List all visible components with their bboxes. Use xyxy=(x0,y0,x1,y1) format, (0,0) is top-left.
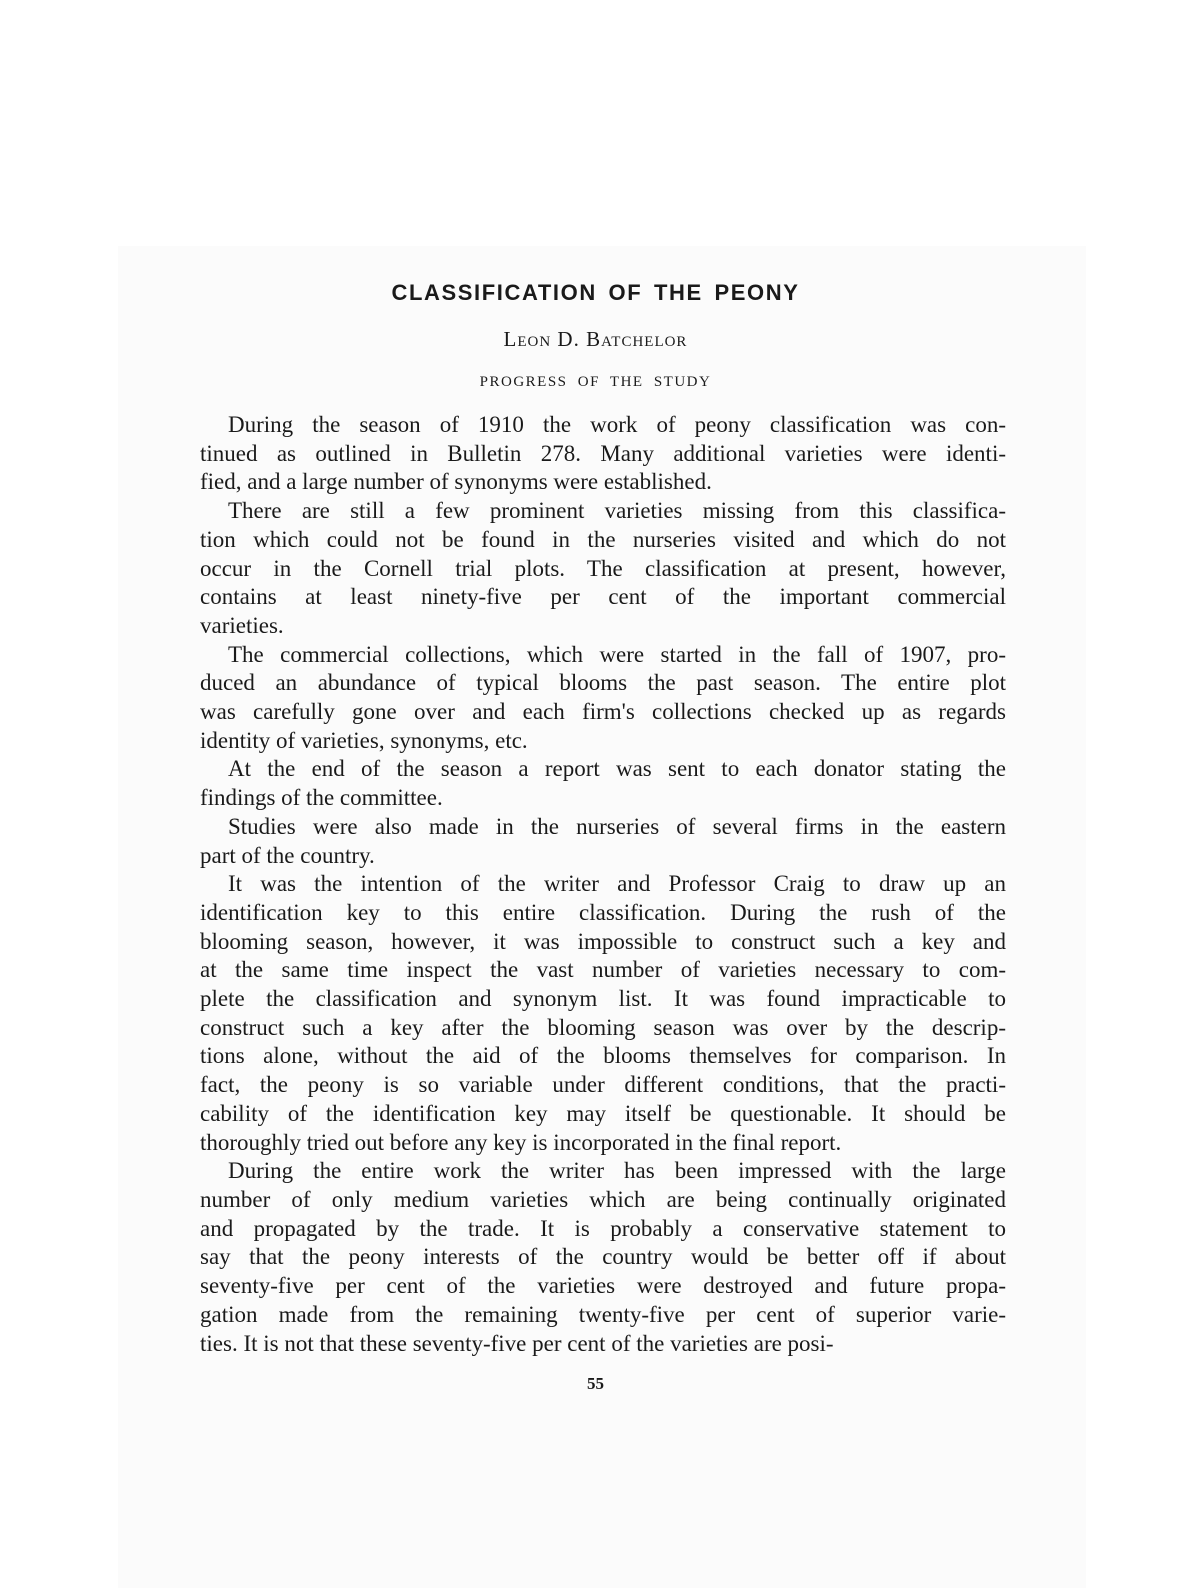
paragraph xyxy=(200,411,1006,497)
text-line: number of only medium varieties which are being continually originated xyxy=(200,1186,1006,1212)
text-line: During the entire work the writer has been impressed with the large xyxy=(228,1158,1006,1184)
page-number: 55 xyxy=(587,1374,604,1393)
text-line: fact, the peony is so variable under different conditions, that the practi- xyxy=(200,1072,1006,1098)
text-line: gation made from the remaining twenty-five per cent of superior varie- xyxy=(200,1301,1006,1327)
text-line: The commercial collections, which were started in the fall of 1907, pro- xyxy=(228,641,1006,667)
text-line: tinued as outlined in Bulletin 278. Many additional varieties were identi- xyxy=(200,440,1006,466)
text-line: occur in the Cornell trial plots. The classification at present, however, xyxy=(200,555,1006,581)
text-line: blooming season, however, it was impossible to construct such a key and xyxy=(200,928,1006,954)
text-line: was carefully gone over and each firm's collections checked up as regards xyxy=(200,699,1006,725)
text-line: at the same time inspect the vast number of varieties necessary to com- xyxy=(200,957,1006,983)
paragraph xyxy=(200,497,1006,641)
paragraph xyxy=(200,813,1006,870)
text-line: plete the classification and synonym list. It was found impracticable to xyxy=(200,986,1006,1012)
text-line: thoroughly tried out before any key is incorporated in the final report. xyxy=(200,1129,842,1155)
article-title: CLASSIFICATION OF THE PEONY xyxy=(391,280,800,305)
text-line: findings of the committee. xyxy=(200,785,443,811)
text-line: cability of the identification key may itself be questionable. It should be xyxy=(200,1100,1006,1126)
paragraph xyxy=(200,755,1006,812)
author-name: Leon D. Batchelor xyxy=(503,327,688,351)
text-line: identification key to this entire classification. During the rush of the xyxy=(200,899,1006,925)
paragraph xyxy=(200,1157,1006,1358)
text-line: identity of varieties, synonyms, etc. xyxy=(200,727,528,753)
section-heading: PROGRESS OF THE STUDY xyxy=(479,374,712,390)
text-line: At the end of the season a report was sent to each donator stating the xyxy=(228,756,1006,782)
text-line: seventy-five per cent of the varieties were destroyed and future propa- xyxy=(200,1273,1006,1299)
text-line: duced an abundance of typical blooms the past season. The entire plot xyxy=(200,670,1006,696)
text-line: tion which could not be found in the nurseries visited and which do not xyxy=(200,526,1006,552)
paragraph xyxy=(200,641,1006,756)
text-line: say that the peony interests of the country would be better off if about xyxy=(200,1244,1006,1270)
text-line: varieties. xyxy=(200,612,284,638)
text-line: part of the country. xyxy=(200,842,375,868)
text-line: contains at least ninety-five per cent of the important commercial xyxy=(200,584,1006,610)
text-line: fied, and a large number of synonyms were established. xyxy=(200,469,712,495)
text-line: tions alone, without the aid of the blooms themselves for comparison. In xyxy=(200,1043,1006,1069)
text-line: construct such a key after the blooming season was over by the descrip- xyxy=(200,1014,1006,1040)
body-text xyxy=(200,411,1006,1358)
text-line: Studies were also made in the nurseries of several firms in the eastern xyxy=(228,813,1006,839)
text-line: During the season of 1910 the work of peony classification was con- xyxy=(228,412,1006,437)
text-line: There are still a few prominent varieties missing from this classifica- xyxy=(228,498,1006,524)
text-line: ties. It is not that these seventy-five per cent of the varieties are posi- xyxy=(200,1330,834,1356)
paragraph xyxy=(200,870,1006,1157)
text-line: It was the intention of the writer and Professor Craig to draw up an xyxy=(228,871,1006,897)
text-line: and propagated by the trade. It is probably a conservative statement to xyxy=(200,1215,1006,1241)
